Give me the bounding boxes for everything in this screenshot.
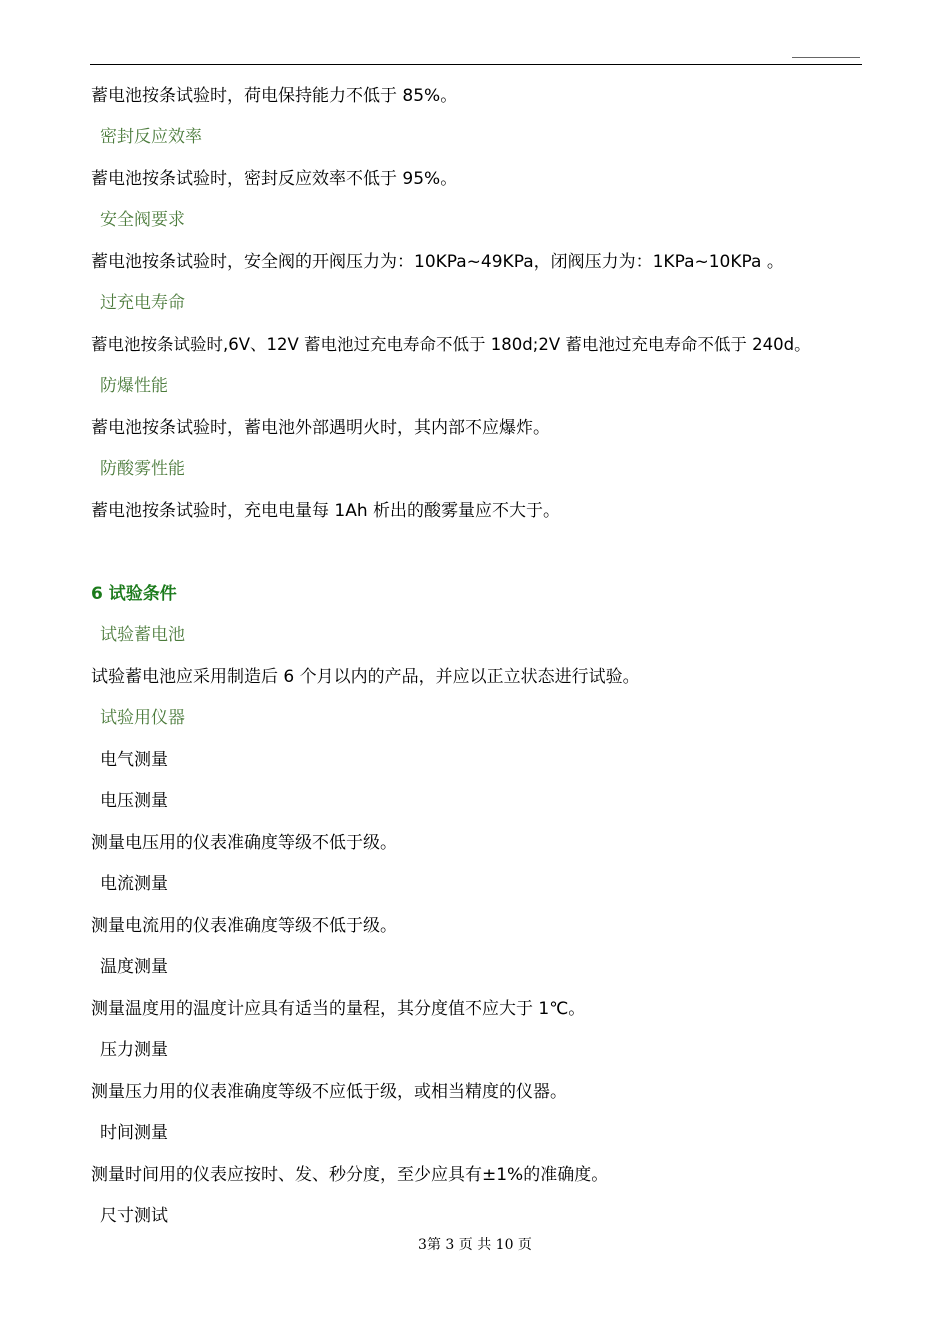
item-title: 压力测量 [100,1040,168,1060]
item-title: 电流测量 [100,874,168,894]
subsection-title: 防酸雾性能 [100,459,185,479]
item-title: 尺寸测试 [100,1206,168,1226]
text-line: 测量温度用的温度计应具有适当的量程，其分度值不应大于 1℃。 [91,999,586,1019]
page-footer: 3第 3 页 共 10 页 [418,1237,532,1253]
text-line: 测量时间用的仪表应按时、发、秒分度，至少应具有±1%的准确度。 [91,1165,609,1185]
text-line: 蓄电池按条试验时，荷电保持能力不低于 85%。 [91,86,458,106]
text-line: 测量压力用的仪表准确度等级不应低于级，或相当精度的仪器。 [91,1082,567,1102]
item-title: 电气测量 [100,750,168,770]
text-line: 试验蓄电池应采用制造后 6 个月以内的产品，并应以正立状态进行试验。 [91,667,640,687]
section-heading: 6 试验条件 [91,584,177,604]
text-line: 测量电压用的仪表准确度等级不低于级。 [91,833,397,853]
subsection-title: 试验蓄电池 [100,625,185,645]
header-rule [90,64,862,65]
text-line: 蓄电池按条试验时，充电电量每 1Ah 析出的酸雾量应不大于。 [91,501,561,521]
item-title: 温度测量 [100,957,168,977]
subsection-title: 防爆性能 [100,376,168,396]
subsection-title: 安全阀要求 [100,210,185,230]
text-line: 测量电流用的仪表准确度等级不低于级。 [91,916,397,936]
subsection-title: 密封反应效率 [100,127,202,147]
text-line: 蓄电池按条试验时，密封反应效率不低于 95%。 [91,169,458,189]
subsection-title: 试验用仪器 [100,708,185,728]
header-stub-line [792,57,860,58]
subsection-title: 过充电寿命 [100,293,185,313]
text-line: 蓄电池按条试验时，安全阀的开阀压力为：10KPa~49KPa，闭阀压力为：1KPa~10KPa 。 [91,252,784,272]
text-line: 蓄电池按条试验时,6V、12V 蓄电池过充电寿命不低于 180d;2V 蓄电池过充电寿命不低于 240d。 [91,335,811,354]
item-title: 电压测量 [100,791,168,811]
item-title: 时间测量 [100,1123,168,1143]
text-line: 蓄电池按条试验时，蓄电池外部遇明火时，其内部不应爆炸。 [91,418,550,438]
